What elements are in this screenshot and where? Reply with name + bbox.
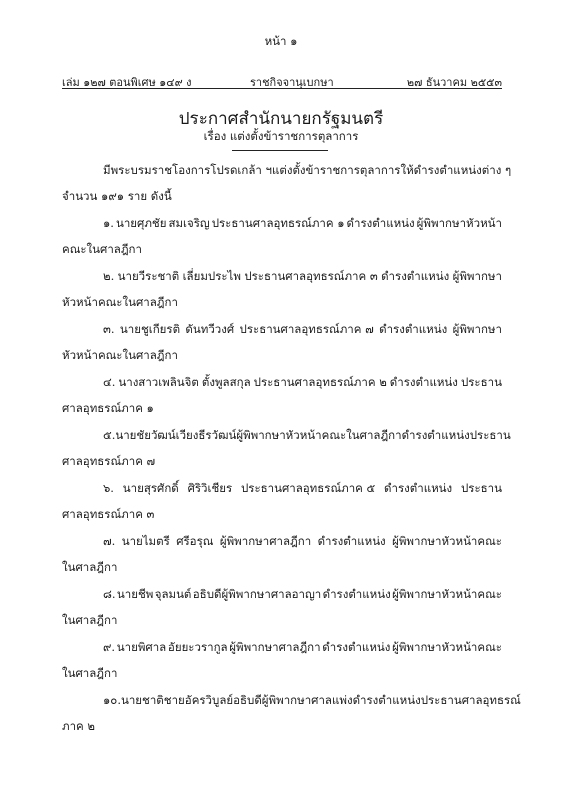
item-surname: เวียงธีรวัฒน์: [175, 428, 237, 442]
item-surname: ตั้งพูลสกุล: [201, 375, 251, 389]
list-item-continuation: ในศาลฎีกา: [62, 666, 118, 680]
item-number: ๓.: [103, 322, 115, 336]
item-number: ๕.: [103, 428, 116, 442]
item-appointed-label: ดำรงตำแหน่ง: [401, 428, 470, 442]
item-appointed-label: ดำรงตำแหน่ง: [384, 481, 453, 495]
item-current-position: อธิบดีผู้พิพากษาศาลแพ่ง: [233, 693, 353, 707]
list-item-continuation: ในศาลฎีกา: [62, 613, 118, 627]
list-item: [103, 480, 502, 498]
item-current-position: ประธานศาลอุทธรณ์ภาค ๕: [240, 481, 376, 495]
item-new-position: ผู้พิพากษาหัวหน้าคณะ: [392, 640, 502, 654]
item-new-position: ประธาน: [460, 375, 502, 389]
intro-text: ให้ดำรงตำแหน่งต่าง ๆ: [400, 163, 512, 177]
intro-continuation: จำนวน ๑๙๑ ราย ดังนี้: [62, 189, 172, 203]
item-surname: จุลมนต์: [154, 587, 192, 601]
item-new-position: ประธาน: [469, 428, 511, 442]
publication-date: ๒๗ ธันวาคม ๒๕๕๓: [406, 76, 502, 89]
item-first-name: นายชัยวัฒน์: [115, 428, 176, 442]
gazette-name: ราชกิจจานุเบกษา: [250, 76, 334, 89]
item-current-position: ประธานศาลอุทธรณ์ภาค ๑: [211, 216, 345, 230]
list-item-continuation: ศาลอุทธรณ์ภาค ๓: [62, 507, 155, 521]
item-number: ๒.: [103, 269, 115, 283]
item-appointed-label: ดำรงตำแหน่ง: [322, 640, 391, 654]
item-new-position: ผู้พิพากษาหัวหน้าคณะ: [392, 534, 502, 548]
item-new-position: ประธาน: [460, 481, 502, 495]
list-item: [103, 321, 502, 339]
item-appointed-label: ดำรงตำแหน่ง: [381, 269, 450, 283]
list-item: [103, 268, 502, 286]
item-surname: ศิริวิเชียร: [187, 481, 233, 495]
item-first-name: นางสาวเพลินจิต: [118, 375, 199, 389]
list-item-continuation: ศาลอุทธรณ์ภาค ๗: [62, 454, 156, 468]
item-number: ๑๐.: [103, 693, 121, 707]
item-appointed-label: ดำรงตำแหน่ง: [317, 534, 386, 548]
volume-info: เล่ม ๑๒๗ ตอนพิเศษ ๑๔๙ ง: [62, 76, 192, 89]
item-first-name: นายชาติชาย: [120, 693, 185, 707]
item-appointed-label: ดำรงตำแหน่ง: [346, 216, 415, 230]
item-first-name: นายศุภชัย: [115, 216, 167, 230]
item-first-name: นายสุรศักดิ์: [122, 481, 179, 495]
item-new-position: ผู้พิพากษาหัวหน้า: [416, 216, 502, 230]
item-number: ๙.: [103, 640, 116, 654]
item-surname: ดันทวีวงศ์: [185, 322, 235, 336]
item-new-position: ผู้พิพากษา: [452, 322, 502, 336]
item-first-name: นายชูเกียรติ: [119, 322, 181, 336]
item-new-position: ประธานศาลอุทธรณ์: [420, 693, 521, 707]
list-item: [103, 427, 511, 445]
item-current-position: ประธานศาลอุทธรณ์ภาค ๒: [253, 375, 387, 389]
item-surname: สมเจริญ: [168, 216, 210, 230]
item-current-position: ประธานศาลอุทธรณ์ภาค ๓: [244, 269, 378, 283]
list-item: [103, 374, 502, 392]
item-first-name: นายไมตรี: [121, 534, 170, 548]
intro-line: [103, 162, 512, 180]
item-number: ๔.: [103, 375, 116, 389]
list-item-continuation: ภาค ๒: [62, 719, 95, 733]
list-item: [103, 215, 502, 233]
item-first-name: นายวีระชาติ: [117, 269, 180, 283]
list-item-continuation: ในศาลฎีกา: [62, 560, 118, 574]
item-number: ๘.: [103, 587, 116, 601]
item-number: ๗.: [103, 534, 116, 548]
list-item-continuation: หัวหน้าคณะในศาลฎีกา: [62, 295, 178, 309]
item-new-position: ผู้พิพากษาหัวหน้าคณะ: [392, 587, 502, 601]
list-item-continuation: ศาลอุทธรณ์ภาค ๑: [62, 401, 154, 415]
item-current-position: อธิบดีผู้พิพากษาศาลอาญา: [192, 587, 322, 601]
list-item: [103, 533, 502, 551]
announcement-subject: เรื่อง แต่งตั้งข้าราชการตุลาการ: [203, 129, 359, 143]
announcement-title: ประกาศสำนักนายกรัฐมนตรี: [178, 109, 384, 129]
list-item-continuation: หัวหน้าคณะในศาลฎีกา: [62, 348, 178, 362]
intro-text: มีพระบรมราชโองการโปรดเกล้า ฯ: [103, 163, 272, 177]
item-appointed-label: ดำรงตำแหน่ง: [352, 693, 421, 707]
item-current-position: ประธานศาลอุทธรณ์ภาค ๗: [239, 322, 374, 336]
item-current-position: ผู้พิพากษาหัวหน้าคณะในศาลฎีกา: [236, 428, 402, 442]
intro-text: แต่งตั้งข้าราชการตุลาการ: [271, 163, 401, 177]
item-first-name: นายพิศาล: [116, 640, 167, 654]
item-number: ๑.: [103, 216, 114, 230]
item-current-position: ผู้พิพากษาศาลฎีกา: [229, 640, 321, 654]
list-item: [103, 586, 502, 604]
item-first-name: นายชีพ: [116, 587, 154, 601]
list-item: [103, 639, 502, 657]
item-appointed-label: ดำรงตำแหน่ง: [322, 587, 391, 601]
item-surname: อัยยะวรากูล: [167, 640, 228, 654]
list-item: [103, 692, 521, 710]
page-number: หน้า ๑: [264, 34, 298, 48]
item-surname: ศรีอรุณ: [176, 534, 214, 548]
item-appointed-label: ดำรงตำแหน่ง: [379, 322, 448, 336]
item-number: ๖.: [103, 481, 114, 495]
item-surname: อัครวิบูลย์: [184, 693, 234, 707]
item-new-position: ผู้พิพากษา: [452, 269, 502, 283]
item-appointed-label: ดำรงตำแหน่ง: [389, 375, 458, 389]
item-surname: เลี่ยมประไพ: [182, 269, 241, 283]
item-current-position: ผู้พิพากษาศาลฎีกา: [219, 534, 312, 548]
list-item-continuation: คณะในศาลฎีกา: [62, 242, 142, 256]
